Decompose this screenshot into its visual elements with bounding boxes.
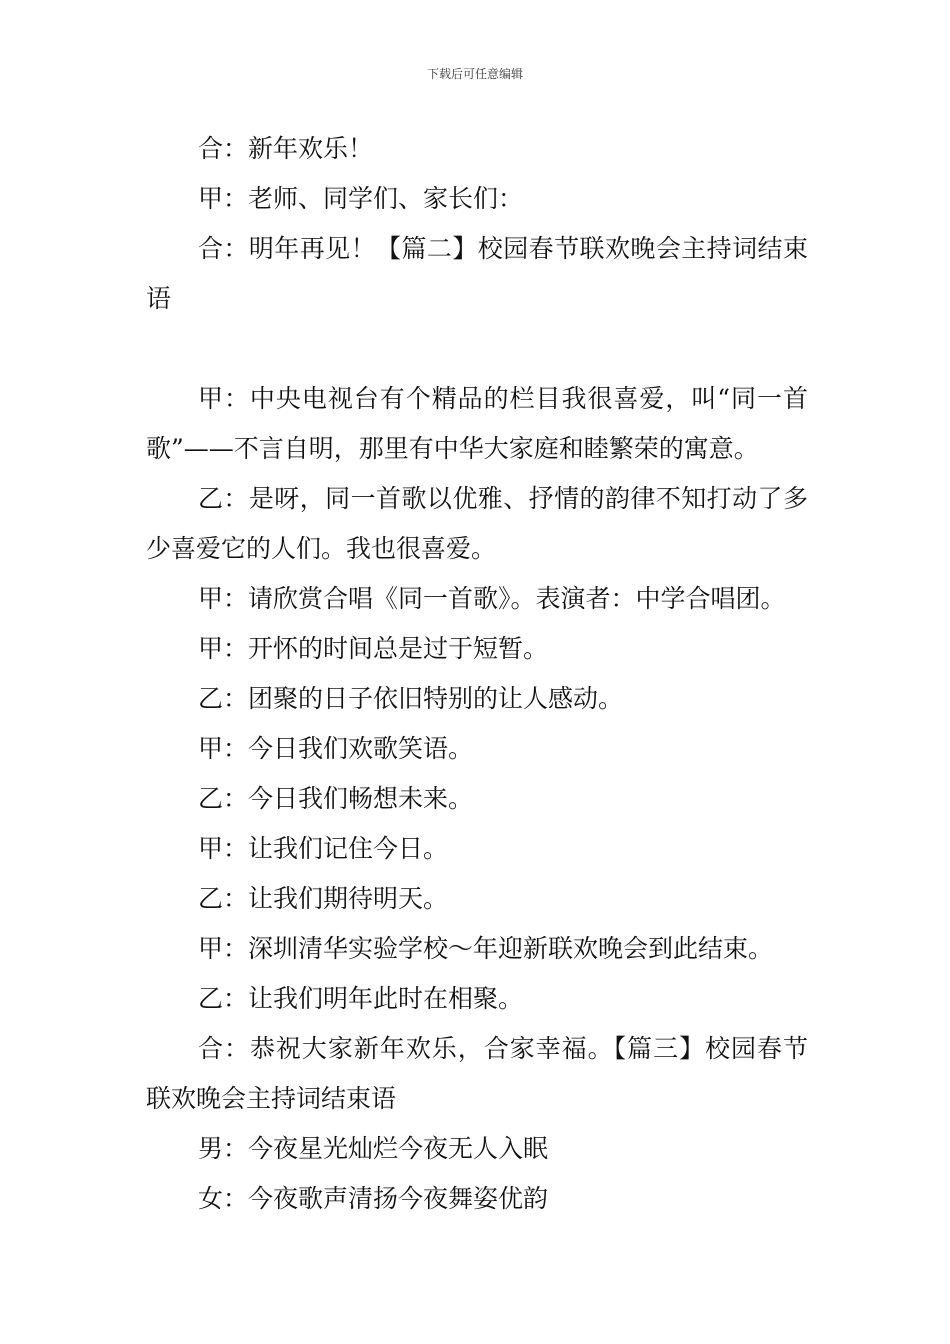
- paragraph: 乙：是呀，同一首歌以优雅、抒情的韵律不知打动了多少喜爱它的人们。我也很喜爱。: [146, 484, 808, 563]
- paragraph: 甲：今日我们欢歌笑语。: [198, 734, 474, 763]
- paragraph: 甲：请欣赏合唱《同一首歌》。表演者：中学合唱团。: [198, 584, 786, 613]
- paragraph: 甲：开怀的时间总是过于短暂。: [198, 634, 549, 663]
- paragraph: 乙：团聚的日子依旧特别的让人感动。: [198, 684, 624, 713]
- paragraph: 甲：老师、同学们、家长们：: [198, 184, 524, 213]
- paragraph: 男：今夜星光灿烂今夜无人入眠: [198, 1134, 549, 1163]
- paragraph: 合：新年欢乐！: [198, 134, 374, 163]
- paragraph: 甲：深圳清华实验学校～年迎新联欢晚会到此结束。: [198, 934, 774, 963]
- paragraph-spacer: [146, 324, 808, 374]
- paragraph: 甲：让我们记住今日。: [198, 834, 449, 863]
- document-body: [146, 124, 808, 1224]
- paragraph: 女：今夜歌声清扬今夜舞姿优韵: [198, 1184, 549, 1213]
- paragraph: 甲：中央电视台有个精品的栏目我很喜爱，叫“同一首歌”——不言自明，那里有中华大家庭和睦繁荣的寓意。: [146, 384, 808, 463]
- paragraph: 合：恭祝大家新年欢乐，合家幸福。【篇三】校园春节联欢晚会主持词结束语: [146, 1034, 808, 1113]
- paragraph: 乙：今日我们畅想未来。: [198, 784, 474, 813]
- paragraph: 乙：让我们明年此时在相聚。: [198, 984, 524, 1013]
- paragraph: 乙：让我们期待明天。: [198, 884, 449, 913]
- paragraph: 合：明年再见！【篇二】校园春节联欢晚会主持词结束语: [146, 234, 808, 313]
- page-header-note: 下载后可任意编辑: [426, 67, 523, 81]
